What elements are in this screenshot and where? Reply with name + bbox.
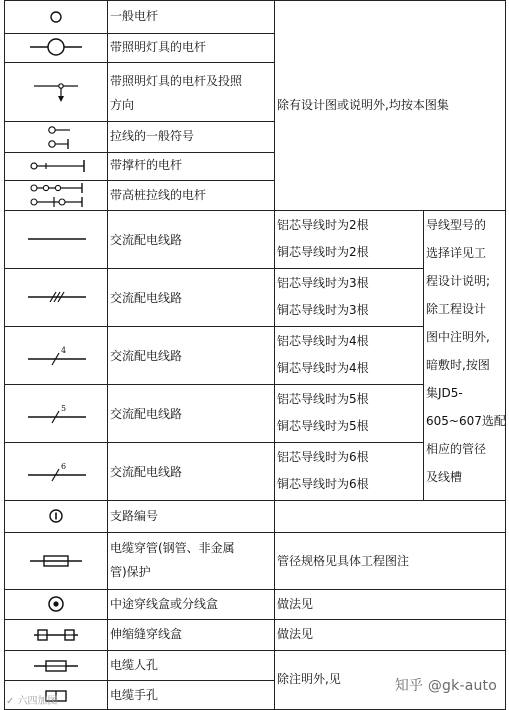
watermark-left: ✓ 六四加图 — [6, 696, 58, 707]
copper-wire-count: 铜芯导线时为3根 — [277, 303, 369, 317]
wire-type-note-line: 除工程设计 — [426, 302, 487, 316]
wire-type-note-line: 程设计说明; — [426, 274, 491, 288]
row-name: 拉线的一般符号 — [110, 129, 195, 143]
cable-manhole-icon — [24, 655, 88, 677]
wire-count-mark: 4 — [61, 346, 67, 355]
pole-with-light-icon — [24, 36, 88, 58]
four-wire-line-icon — [24, 344, 88, 368]
wire-type-note-line: 相应的管径 — [426, 442, 487, 456]
row-name: 一般电杆 — [110, 9, 159, 23]
symbol-legend-table — [4, 0, 506, 709]
wire-type-note-line: 选择详见工 — [426, 246, 487, 260]
watermark-zhihu: 知乎 @gk-auto — [394, 678, 497, 694]
manhole-group-note: 除注明外,见 — [277, 672, 341, 686]
row-name: 交流配电线路 — [110, 349, 183, 363]
row-name: 电缆穿管(钢管、非金属 — [110, 541, 235, 555]
row-name: 交流配电线路 — [110, 407, 183, 421]
six-wire-line-icon — [24, 460, 88, 484]
electric-pole-icon — [24, 6, 88, 28]
expansion-box-note: 做法见 — [277, 627, 314, 641]
copper-wire-count: 铜芯导线时为5根 — [277, 419, 369, 433]
wire-type-note-line: 图中注明外, — [426, 330, 490, 344]
wire-type-note-line: 及线槽 — [426, 470, 463, 484]
wire-count-mark: 6 — [61, 462, 67, 471]
conduit-note: 管径规格见具体工程图注 — [277, 554, 410, 568]
row-name: 带撑杆的电杆 — [110, 158, 183, 172]
row-name: 电缆手孔 — [110, 688, 159, 702]
wire-type-note-line: 605~607选配 — [426, 414, 506, 428]
row-name: 交流配电线路 — [110, 465, 183, 479]
row-name: 中途穿线盒或分线盒 — [110, 597, 219, 611]
wire-type-note-line: 集JD5- — [426, 386, 463, 400]
pole-with-floodlight-icon — [24, 74, 88, 108]
aluminum-wire-count: 铝芯导线时为5根 — [277, 392, 369, 406]
wire-count-mark: 5 — [61, 404, 67, 413]
row-name: 交流配电线路 — [110, 291, 183, 305]
aluminum-wire-count: 铝芯导线时为6根 — [277, 450, 369, 464]
row-name: 带高桩拉线的电杆 — [110, 188, 207, 202]
row-name: 带照明灯具的电杆及投照 — [110, 74, 243, 88]
row-name: 支路编号 — [110, 509, 159, 523]
row-name: 方向 — [110, 98, 135, 112]
expansion-joint-box-icon — [24, 624, 88, 646]
pole-with-strut-icon — [24, 155, 88, 177]
row-name: 电缆人孔 — [110, 658, 159, 672]
row-name: 交流配电线路 — [110, 233, 183, 247]
pole-group-note: 除有设计图或说明外,均按本图集 — [277, 98, 449, 112]
cable-conduit-icon — [24, 550, 88, 572]
junction-box-icon — [24, 593, 88, 615]
copper-wire-count: 铜芯导线时为4根 — [277, 361, 369, 375]
five-wire-line-icon — [24, 402, 88, 426]
copper-wire-count: 铜芯导线时为2根 — [277, 245, 369, 259]
line-icon — [24, 228, 88, 250]
copper-wire-count: 铜芯导线时为6根 — [277, 477, 369, 491]
row-name: 带照明灯具的电杆 — [110, 40, 207, 54]
aluminum-wire-count: 铝芯导线时为4根 — [277, 334, 369, 348]
wire-type-note-line: 暗敷时,按图 — [426, 358, 490, 372]
pole-with-high-stake-guy-icon — [24, 181, 88, 211]
row-name: 伸缩缝穿线盒 — [110, 627, 183, 641]
three-wire-line-icon — [24, 286, 88, 308]
note-cell — [274, 500, 506, 533]
aluminum-wire-count: 铝芯导线时为2根 — [277, 218, 369, 232]
branch-number-icon — [24, 505, 88, 527]
wire-type-note-line: 导线型号的 — [426, 218, 487, 232]
junction-box-note: 做法见 — [277, 597, 314, 611]
row-name: 管)保护 — [110, 565, 151, 579]
guy-wire-icon — [24, 122, 88, 152]
aluminum-wire-count: 铝芯导线时为3根 — [277, 276, 369, 290]
